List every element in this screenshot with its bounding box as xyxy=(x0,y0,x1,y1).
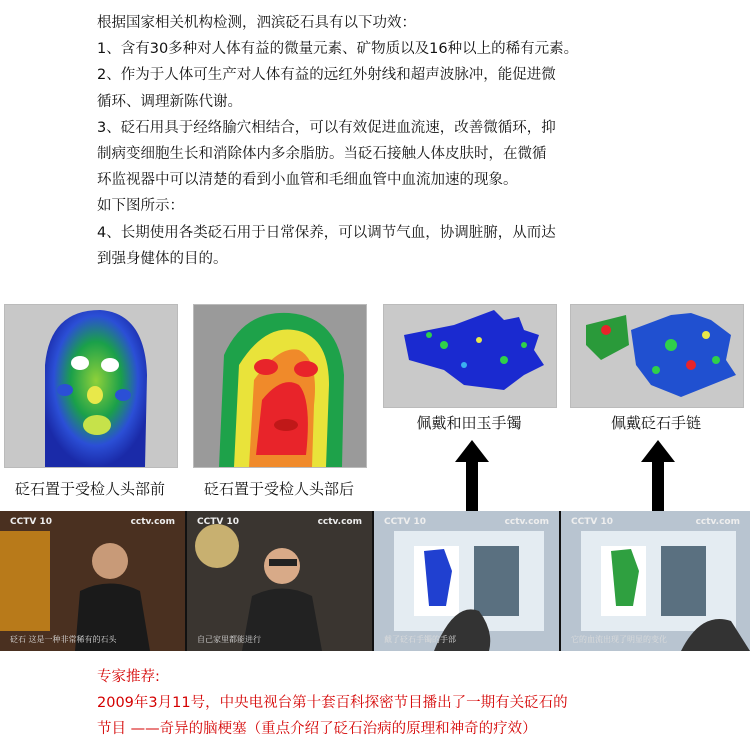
site-logo: cctv.com xyxy=(130,517,175,527)
up-arrow-icon xyxy=(455,440,489,512)
expert-recommendation xyxy=(97,664,568,742)
caption-bian-bracelet: 佩戴砭石手链 xyxy=(610,414,701,432)
thermal-head-before-image xyxy=(4,304,178,468)
site-logo: cctv.com xyxy=(504,517,549,527)
video-subtitle: 砭石 这是一种非常稀有的石头 xyxy=(10,635,117,644)
channel-logo: CCTV 10 xyxy=(384,517,426,527)
text-line: 如下图所示： xyxy=(97,198,184,215)
text-line: 到强身健体的目的。 xyxy=(97,250,228,267)
text-line: 3、砭石用具于经络腧穴相结合，可以有效促进血流速，改善微循环，抑 xyxy=(97,119,556,136)
thermal-hand-bian-image xyxy=(570,304,744,408)
video-subtitle: 自己家里都能进行 xyxy=(197,635,261,644)
channel-logo: CCTV 10 xyxy=(571,517,613,527)
video-frame xyxy=(561,511,750,651)
thermal-head-after-image xyxy=(193,304,367,468)
channel-logo: CCTV 10 xyxy=(197,517,239,527)
video-frame xyxy=(187,511,372,651)
expert-line: 2009年3月11号，中央电视台第十套百科探密节目播出了一期有关砭石的 xyxy=(97,695,568,711)
efficacy-text xyxy=(97,10,657,272)
caption-jade-bracelet: 佩戴和田玉手镯 xyxy=(416,414,522,432)
video-subtitle: 它的血流出现了明显的变化 xyxy=(571,635,667,644)
channel-logo: CCTV 10 xyxy=(10,517,52,527)
caption-head-before: 砭石置于受检人头部前 xyxy=(14,480,165,498)
video-frame xyxy=(374,511,559,651)
up-arrow-icon xyxy=(641,440,675,512)
thermal-hand-jade-image xyxy=(383,304,557,408)
text-line: 1、含有30多种对人体有益的微量元素、矿物质以及16种以上的稀有元素。 xyxy=(97,41,579,58)
text-line: 2、作为于人体可生产对人体有益的远红外射线和超声波脉冲，能促进微 xyxy=(97,67,556,84)
expert-title: 专家推荐: xyxy=(97,669,160,685)
intro-heading: 根据国家相关机构检测，泗滨砭石具有以下功效： xyxy=(97,15,416,31)
caption-head-after: 砭石置于受检人头部后 xyxy=(203,480,354,498)
site-logo: cctv.com xyxy=(695,517,740,527)
text-line: 循环、调理新陈代谢。 xyxy=(97,93,242,110)
expert-line: 节目 ——奇异的脑梗塞（重点介绍了砭石治病的原理和神奇的疗效） xyxy=(97,721,537,737)
video-frame xyxy=(0,511,185,651)
video-subtitle: 戴了砭石手镯的手部 xyxy=(384,635,456,644)
text-line: 环监视器中可以清楚的看到小血管和毛细血管中血流加速的现象。 xyxy=(97,172,518,189)
text-line: 4、长期使用各类砭石用于日常保养，可以调节气血，协调脏腑，从而达 xyxy=(97,224,556,241)
text-line: 制病变细胞生长和消除体内多余脂肪。当砭石接触人体皮肤时，在微循 xyxy=(97,146,547,163)
site-logo: cctv.com xyxy=(317,517,362,527)
video-frame-strip xyxy=(0,511,750,651)
